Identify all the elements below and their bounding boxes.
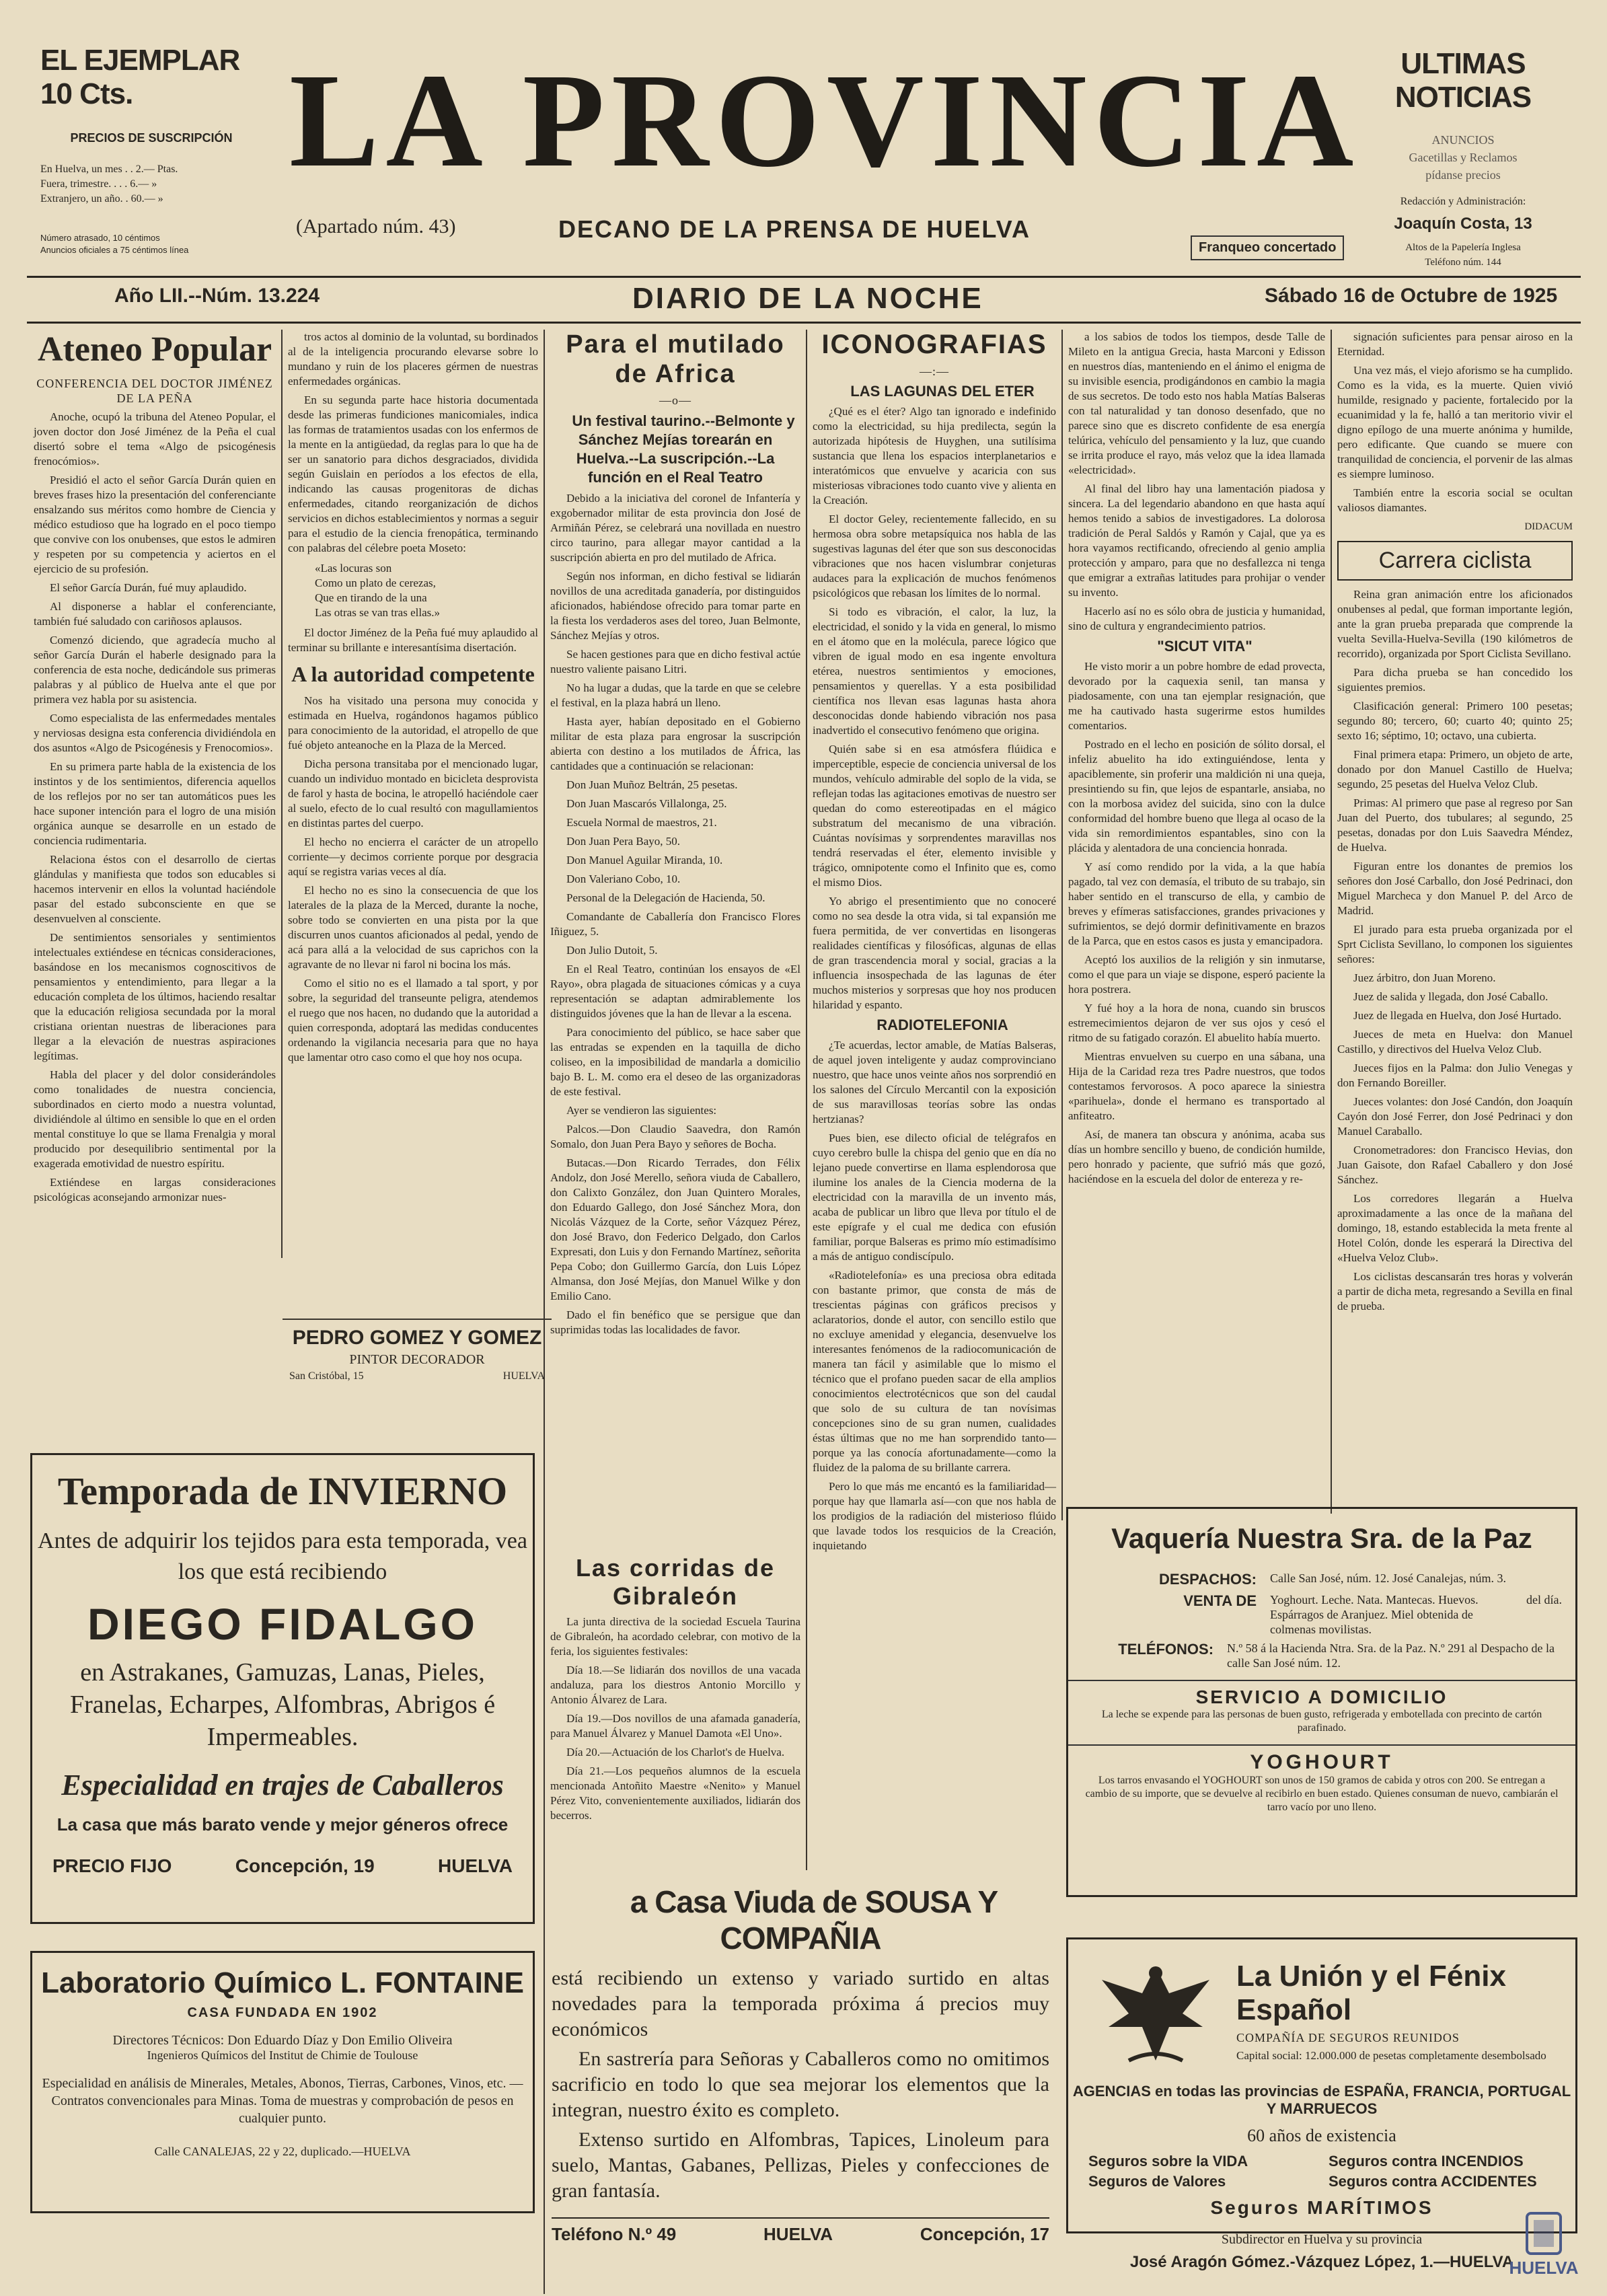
paragraph: Para dicha prueba se han concedido los siguientes premios.: [1337, 666, 1573, 694]
paragraph: El hecho no es sino la consecuencia de que los laterales de la plaza de la Merced, durante la noche, sobre todo se convierten en una pista por la que discurren unos cuantos aficionados al pedal, yendo de acá para allá a la velocidad de sus caprichos con la agravante de no llevar ni farol ni bocina los más.: [288, 884, 538, 971]
masthead-right: [1345, 47, 1581, 270]
issue-number: Año LII.--Núm. 13.224: [114, 285, 320, 307]
article-title: Para el mutilado de Africa: [566, 330, 785, 388]
ad-note: del día.: [1526, 1593, 1562, 1606]
issue-date: Sábado 16 de Octubre de 1925: [1265, 285, 1558, 307]
paragraph: Al disponerse a hablar el conferenciante, también fué saludado con cariñosos aplausos.: [34, 600, 276, 628]
address-note: Altos de la Papelería Inglesa: [1405, 242, 1521, 253]
ad-title: Laboratorio Químico L. FONTAINE: [41, 1966, 524, 1999]
paragraph: Don Juan Pera Bayo, 50.: [566, 835, 681, 848]
ad-city: HUELVA: [502, 1370, 545, 1382]
article-subtitle: Un festival taurino.--Belmonte y Sánchez Mejías torearán en Huelva.--La suscripción.--La función en el Real Teatro: [572, 412, 795, 486]
ad-text: Capital social: 12.000.000 de pesetas completamente desembolsado: [1236, 2049, 1546, 2062]
insurance-type: Seguros sobre la VIDA: [1088, 2153, 1248, 2170]
column-6: [1337, 330, 1573, 1514]
ad-label: DESPACHOS:: [1158, 1571, 1257, 1588]
paragraph: Según nos informan, en dicho festival se lidiarán novillos de una acreditada ganadería, por distinguidos aficionados, habiéndose ofrecido para tomar parte en la fiesta los verdaderos ases del toreo, Juan Belmonte, Sánchez Mejías y otros.: [550, 570, 800, 642]
tagline: DECANO DE LA PRENSA DE HUELVA: [558, 215, 1031, 243]
postage-badge: Franqueo concertado: [1191, 235, 1344, 260]
latest-news-label: ULTIMAS NOTICIAS: [1394, 47, 1532, 114]
ad-subtitle: YOGHOURT: [1068, 1744, 1575, 1774]
paragraph: Dicha persona transitaba por el mencionado lugar, cuando un individuo montado en bicicleta desprovista de farol y hasta de bocina, le atropelló haciéndole caer al suelo, efecto de lo cual resultó con magullamientos en distintas partes del cuerpo.: [288, 757, 538, 829]
ad-text: Subdirector en Huelva y su provincia: [1221, 2232, 1423, 2247]
ad-text: está recibiendo un extenso y variado surtido en altas novedades para la temporada próxima á precios muy económicos: [552, 1967, 1049, 2040]
ad-text: AGENCIAS en todas las provincias de ESPAÑA, FRANCIA, PORTUGAL Y MARRUECOS: [1072, 2083, 1571, 2117]
paragraph: El jurado para esta prueba organizada por el Sprt Ciclista Sevillano, lo componen los siguientes señores:: [1337, 923, 1573, 965]
column-rule: [806, 330, 807, 1870]
paragraph: Palcos.—Don Claudio Saavedra, don Ramón Somalo, don Juan Pera Bayo y señores de Bocha.: [550, 1123, 800, 1150]
ad-text: En sastrería para Señoras y Caballeros como no omitimos sacrificio en todo lo que sea mejorar los elementos que la integran, nuestro éxito es completo.: [552, 2048, 1049, 2121]
ad-text: Calle San José, núm. 12. José Canalejas, núm. 3.: [1270, 1571, 1506, 1585]
paragraph: Comandante de Caballería don Francisco Flores Iñiguez, 5.: [550, 910, 800, 938]
article-ateneo: [34, 330, 276, 1271]
paragraph: El hecho no encierra el carácter de un atropello corriente—y decimos corriente porque por desgracia aquí se registra varias veces al día.: [288, 836, 538, 878]
ad-phone: Teléfono N.º 49: [552, 2224, 677, 2244]
paragraph: Jueces volantes: don José Candón, don Joaquín Cayón don José Ferrer, don José Pedrinaci y don Manuel Caraballo.: [1337, 1095, 1573, 1138]
column-rule: [281, 330, 283, 1258]
ad-text: Extenso surtido en Alfombras, Tapices, Linoleum para suelo, Mantas, Gabanes, Pellizas, Pieles y confecciones de gran fantasía.: [552, 2128, 1049, 2202]
section-subtitle: RADIOTELEFONIA: [876, 1016, 1008, 1033]
paragraph: Así, de manera tan obscura y anónima, acaba sus días un hombre sencillo y bueno, de condición humilde, pero honrado y paciente, que sufrió más que gozó, haciéndose en la escuela del dolor de entereza y re-: [1068, 1128, 1325, 1185]
paragraph: Juez de llegada en Huelva, don José Hurtado.: [1353, 1009, 1562, 1022]
separator: —:—: [919, 365, 949, 378]
ad-footer: PRECIO FIJO: [52, 1855, 172, 1876]
paragraph: Y así como rendido por la vida, a la que había pagado, tal vez con demasía, el tributo de su trabajo, sin haber sentido en el transcurso de ella, y cambio de breves y efímeras satisfacciones, grandes privaciones y sufrimientos, se dejó dormir definitivamente en brazos de la Parca, que en estos casos es justa y emancipadora.: [1068, 860, 1325, 947]
subscription-prices-title: PRECIOS DE SUSCRIPCIÓN: [70, 131, 233, 145]
paragraph: Día 19.—Dos novillos de una afamada ganadería, para Manuel Álvarez y Manuel Damota «El Uno».: [550, 1712, 800, 1740]
paragraph: Don Juan Muñoz Beltrán, 25 pesetas.: [566, 778, 738, 791]
paragraph: Personal de la Delegación de Hacienda, 50.: [566, 891, 765, 904]
ad-text: Los tarros envasando el YOGHOURT son unos de 150 gramos de cabida y otros con 200. Se entregan a cambio de su importe, que se devuelve al recibirlo en buen estado. Quienes consuman de nuevo, cambiarán el tarro vacío por uno lleno.: [1085, 1775, 1559, 1813]
article-title: Carrera ciclista: [1337, 541, 1573, 581]
ad-union-fenix: [1066, 1937, 1577, 2271]
paragraph: Hacerlo así no es sólo obra de justicia y humanidad, sino de cultura y engrandecimiento patrios.: [1068, 605, 1325, 632]
paragraph: Jueces de meta en Huelva: don Manuel Castillo, y directivos del Huelva Veloz Club.: [1337, 1028, 1573, 1056]
paragraph: Para conocimiento del público, se hace saber que las entradas se expenden en la taquilla de dicho coliseo, en la imposibilidad de mandarla a domicilio bajo B. L. M. como era el deseo de las organizadoras de este festival.: [550, 1026, 800, 1098]
column-rule: [1061, 330, 1063, 1520]
price-line: En Huelva, un mes . . 2.— Ptas.: [40, 163, 178, 175]
ad-title: Temporada de INVIERNO: [57, 1469, 508, 1513]
paragraph: Quién sabe si en esa atmósfera flúidica e imperceptible, especie de conciencia universal de los mundos, vehículo admirable del soplo de la vida, se reflejan todas las agitaciones emotivas de nuestro ser quedan do como estereotipadas en el mágico substratum del mecanismo de una vibración. Cuántas novísimas y sorprendentes maravillas nos tendrá reservadas el éter, elemento invisible y trágico, omnipotente como el Infinito que es, como el mismo Dios.: [813, 743, 1056, 889]
paragraph: Mientras envuelven su cuerpo en una sábana, una Hija de la Caridad reza tres Padre nuestros, que todos contestamos fervorosos. A poco aparece la siniestra «parihuela», donde el hermano es transportado al anfiteatro.: [1068, 1050, 1325, 1122]
ad-slogan: La casa que más barato vende y mejor géneros ofrece: [57, 1814, 509, 1835]
paragraph: Una vez más, el viejo aforismo se ha cumplido. Como es la vida, es la muerte. Quien vivió humilde, resignado y paciente, fortalecido por la ecuanimidad y la fe, halló a tan meritorio vivir el digno epílogo de una muerte anónima y humilde, pero edificante. Que cuando se muere con tranquilidad de conciencia, el porvenir de las almas es siempre luminoso.: [1337, 364, 1573, 480]
paragraph: Clasificación general: Primero 100 pesetas; segundo 80; tercero, 60; cuarto 40; quinto 25; sexto 16; séptimo, 10; octavo, una cubierta.: [1337, 700, 1573, 742]
ad-title: La Unión y el Fénix Español: [1236, 1960, 1506, 2026]
ad-label: VENTA DE: [1183, 1592, 1257, 1609]
article-iconografias: [813, 330, 1056, 1863]
paragraph: Butacas.—Don Ricardo Terrades, don Félix Andolz, don José Merello, señora viuda de Caballero, don Calixto González, don Juan Quintero Morales, don Eduardo Gallego, don José Sánchez Mora, don Nicolás Vázquez de la Corte, señor Vázquez Pérez, don José Bravo, don Federico Delgado, don Carlos Expresati, don Luis y don Fernando Martínez, señorita Pepa Cobo; don Guillermo García, don Luis López Almansa, don José Mejías, don Manuel Wilke y don Emilio Cano.: [550, 1156, 800, 1302]
paragraph: También entre la escoria social se ocultan valiosos diamantes.: [1337, 486, 1573, 514]
editorial-label: Redacción y Administración:: [1400, 196, 1526, 207]
article-title: Las corridas de Gibraleón: [575, 1554, 776, 1610]
ad-text: N.º 58 á la Hacienda Ntra. Sra. de la Paz. N.º 291 al Despacho de la calle San José núm. 12.: [1227, 1641, 1555, 1670]
dateline-bar: [27, 276, 1581, 324]
paragraph: En el Real Teatro, continúan los ensayos de «El Rayo», obra plagada de situaciones cómicas y a cuya representación se adaptan admirablemente los distinguidos jóvenes que la han de llevar a la escena.: [550, 963, 800, 1020]
paragraph: Escuela Normal de maestros, 21.: [566, 816, 717, 829]
ad-temporada-invierno: [30, 1453, 535, 1924]
paragraph: Y fué hoy a la hora de nona, cuando sin bruscos estremecimientos dejaron de ver sus ojos y cesó el ritmo de su fatigado corazón. El abuelito había muerto.: [1068, 1002, 1325, 1044]
paragraph: tros actos al dominio de la voluntad, su bordinados al de la inteligencia procurando elevarse sobre lo mundano y ruin de los placeres gérmen de nuestras enfermedades orgánicas.: [288, 330, 538, 387]
article-subtitle: LAS LAGUNAS DEL ETER: [850, 383, 1035, 400]
paragraph: El doctor Jiménez de la Peña fué muy aplaudido al terminar su brillante e interesantísima disertación.: [288, 626, 538, 654]
newspaper-title: LA PROVINCIA: [289, 46, 1361, 195]
poem: «Las locuras son Como un plato de cerezas, Que en tirando de la una Las otras se van tras ellas.»: [315, 562, 440, 619]
ad-subtitle: COMPAÑÍA DE SEGUROS REUNIDOS: [1236, 2031, 1460, 2044]
paragraph: Juez árbitro, don Juan Moreno.: [1353, 971, 1496, 984]
ad-text: Seguros MARÍTIMOS: [1210, 2197, 1433, 2218]
paragraph: Don Julio Dutoit, 5.: [566, 944, 658, 957]
paragraph: «Radiotelefonía» es una preciosa obra editada con bastante primor, que consta de más de trescientas páginas con gráficos precisos y aclaratorios, donde el autor, con sencillo estilo que no excluye amenidad y elegancia, desenvuelve los interesantes fenómenos de la radiocomunicación de manera tan fácil y asimilable que lo mismo el técnico que el profano pueden sacar de ella amplios conocimientos electrotécnicos que son del caudal que solo de su cultura de tan novísimas concepciones sino de su gran numen, cualidades éstas últimas que no me han sorprendido tanto—porque ya las conocía afortunadamente—como la fluidez de la paloma de su brillante carrera.: [813, 1269, 1056, 1474]
paragraph: Reina gran animación entre los aficionados onubenses al pedal, que forman importante legión, ante la gran prueba preparada que comprende la vuelta Sevilla-Huelva-Sevilla (190 kilómetros de recorrido), organizada por Sport Ciclista Sevillano.: [1337, 588, 1573, 660]
paragraph: ¿Qué es el éter? Algo tan ignorado e indefinido como la electricidad, su hija predilecta, según la autorizada hipótesis de Huyghen, una sutilísima sustancia que llena los espacios interplanetarios e interatómicos que envuelve y acaricia con sus misteriosas vibraciones todo cuanto vive y alienta en la Creación.: [813, 405, 1056, 507]
article-title: Ateneo Popular: [37, 330, 272, 369]
official-ads-price: Anuncios oficiales a 75 céntimos línea: [40, 245, 189, 255]
ad-text: Ingenieros Químicos del Institut de Chimie de Toulouse: [147, 2048, 418, 2062]
ad-address: Concepción, 17: [920, 2224, 1049, 2244]
paragraph: Postrado en el lecho en posición de sólito dorsal, el infeliz abuelito ha ido extinguiéndose, lenta y apaciblemente, sin proferir una maldición ni una queja, presintiendo su fin, que lejos de espantarle, ansiaba, no con la morbosa avidez del suicida, sino con la dulce conformidad del hombre bueno que llega al ocaso de la vida sin remordimientos espantables, sino con la plácida y alentadora de una conciencia honrada.: [1068, 738, 1325, 854]
ad-footer: Concepción, 19: [235, 1855, 375, 1876]
ad-footer: HUELVA: [438, 1855, 513, 1876]
ad-title: a Casa Viuda de SOUSA Y COMPAÑIA: [630, 1884, 998, 1956]
ad-text: en Astrakanes, Gamuzas, Lanas, Pieles, Franelas, Echarpes, Alfombras, Abrigos é Impermeables.: [69, 1658, 496, 1751]
edition-label: DIARIO DE LA NOCHE: [632, 282, 983, 315]
ad-subtitle: PINTOR DECORADOR: [349, 1352, 485, 1367]
paragraph: Presidió el acto el señor García Durán quien en breves frases hizo la presentación del conferenciante ensalzando sus méritos como hombre de Ciencia y médico estudioso que ha logrado en el poco tiempo que convive con los onubenses, que estos le admiren y respeten por su competencia y aciertos en el ejercicio de su profesión.: [34, 474, 276, 575]
article-subtitle: CONFERENCIA DEL DOCTOR JIMÉNEZ DE LA PEÑA: [36, 377, 273, 405]
paragraph: De sentimientos sensoriales y sentimientos intelectuales extiéndese en técnicas consideraciones, basándose en los mecanismos cognoscitivos de pensamientos y entendimiento, para llegar a la educación completa de los últimos, haciendo resaltar que la educación religiosa secundada por la moral cristiana orientan nuestras de liberaciones para llegar a la elevación de nuestras aspiraciones legítimas.: [34, 931, 276, 1062]
paragraph: Hasta ayer, habían depositado en el Gobierno militar de esta plaza para engrosar la suscripción abierta con destino a los mutilados de África, las cantidades que a continuación se relacionan:: [550, 715, 800, 772]
ad-text: 60 años de existencia: [1247, 2126, 1396, 2145]
paragraph: Pues bien, ese dilecto oficial de telégrafos en cuyo cerebro bulle la chispa del genio que en día no lejano puede convertirse en llama esplendorosa que ilumine los anales de la Ciencia moderna de la electricidad con la maravilla de un invento más, acaba de publicar un libro que lleva por título el de este epígrafe y el cual me dedica con efusión familiar, porque Balseras es primo mío estimadísimo a más de antiguo condiscípulo.: [813, 1132, 1056, 1263]
paragraph: Juez de salida y llegada, don José Caballo.: [1353, 990, 1548, 1003]
paragraph: Si todo es vibración, el calor, la luz, la electricidad, el sonido y la vida en general, lo mismo en el átomo que en la molécula, parece lógico que vibren de igual modo en esa ingente envoltura etérea, nuestros sentimientos y emociones, pensamientos y querellas. Y a esta posibilidad científica nos llevan esas lagunas hasta ahora desconocidas donde habiendo vibración nos pasa inadvertido el consecutivo fenómeno que origina.: [813, 605, 1056, 737]
ad-title: PEDRO GOMEZ Y GOMEZ: [292, 1327, 542, 1349]
address: Joaquín Costa, 13: [1394, 215, 1532, 233]
paragraph: Jueces fijos en la Palma: don Julio Venegas y don Fernando Boreiller.: [1337, 1062, 1573, 1089]
po-box: (Apartado núm. 43): [296, 215, 456, 237]
column-5: [1068, 330, 1325, 1514]
paragraph: Final primera etapa: Primero, un objeto de arte, donado por don Manuel Castillo de Huelva; segundo, 25 pesetas del Huelva Veloz Club.: [1337, 748, 1573, 790]
paragraph: Cronometradores: don Francisco Hevias, don Juan Gaisote, don Rafael Caballero y don José Sánchez.: [1337, 1144, 1573, 1186]
paragraph: No ha lugar a dudas, que la tarde en que se celebre el festival, en la plaza habrá un lleno.: [550, 681, 800, 709]
paragraph: Extiéndese en largas consideraciones psicológicas aconsejando armonizar nues-: [34, 1176, 276, 1203]
paragraph: En su segunda parte hace historia documentada desde las primeras fundiciones manicomiales, indica las formas de tratamientos usadas con los enfermos de la mente en la antigüedad, da reglas para lo que ha de ser un sanatorio para dichos desgraciados, dividida según Guislain en períodos a los efectos de ella, indicando las causas progenitoras de dichas enfermedades, citando reorganización de dichos servicios en dichos establecimientos y normas a seguir para el estudio de la ciencia frenopática, terminando con palabras del célebre poeta Moseto:: [288, 394, 538, 554]
price-line: Fuera, trimestre. . . . 6.— »: [40, 178, 157, 190]
ad-pedro-gomez: [283, 1319, 552, 1382]
paragraph: Los ciclistas descansarán tres horas y volverán a partir de dicha meta, regresando a Sevilla en final de prueba.: [1337, 1270, 1573, 1312]
paragraph: Debido a la iniciativa del coronel de Infantería y exgobernador militar de esta provincia don José de Armiñán Pérez, se celebrará una novillada en nuestro circo taurino, para allegar mayor cantidad a la suscripción abierta en pro del mutilado de Africa.: [550, 492, 800, 564]
paragraph: Habla del placer y del dolor considerándoles como tonalidades de nuestra conciencia, subordinados en cierto modo a nuestra voluntad, dividiéndole al último en sensible lo que en el orden mental constituye lo que se llama Frenalgia y moral producido por desequilibrio sentimental por la exagerada emotividad de nuestro espíritu.: [34, 1068, 276, 1170]
stamp-label: HUELVA: [1509, 2258, 1579, 2278]
paragraph: Don Manuel Aguilar Miranda, 10.: [566, 854, 723, 866]
insurance-type: Seguros contra INCENDIOS: [1329, 2153, 1524, 2170]
paragraph: Relaciona éstos con el desarrollo de ciertas glándulas y manifiesta que todos son educables si hacemos intervenir en ellos la voluntad haciéndole pasar del estado subconsciente en que se desenvuelven al consciente.: [34, 853, 276, 925]
masthead-left: [40, 44, 262, 256]
paragraph: Se hacen gestiones para que en dicho festival actúe nuestro valiente paisano Litri.: [550, 648, 800, 675]
paragraph: Yo abrigo el presentimiento que no conoceré como no sea desde la otra vida, si tal expansión me fuera permitida, de ver convertidas en lisongeras realidades científicas y filosóficas, algunas de ellas de gran trascendencia moral y social, gracias a la influencia insospechada de las lagunas de éter muchos misterios y sorpresas que hoy nos producen hilaridad y espanto.: [813, 895, 1056, 1011]
article-mutilado: [550, 330, 800, 1541]
paragraph: He visto morir a un pobre hombre de edad provecta, devorado por la caquexia senil, tan mansa y piadosamente, con una tan ejemplar resignación, que me ha cautivado hasta sugerirme estos humildes comentarios.: [1068, 660, 1325, 732]
price-line: Extranjero, un año. . 60.— »: [40, 193, 163, 205]
paragraph: Como especialista de las enfermedades mentales y nerviosas designa esta conferencia dividiéndola en dos asuntos «Algo de Psicogénesis y Frenocomios».: [34, 712, 276, 754]
ads-label: Gacetillas y Reclamos: [1409, 151, 1518, 164]
ad-city: HUELVA: [763, 2224, 833, 2244]
ad-label: TELÉFONOS:: [1118, 1641, 1214, 1658]
signature: DIDACUM: [1524, 521, 1573, 532]
archive-stamp-icon: [1500, 2210, 1587, 2284]
ads-label: pídanse precios: [1425, 168, 1501, 182]
paragraph: Dado el fin benéfico que se persigue que dan suprimidas todas las localidades de favor.: [550, 1308, 800, 1336]
column-2: [288, 330, 538, 1305]
paragraph: Aceptó los auxilios de la religión y sin inmutarse, como el que para un viaje se dispone, esperó paciente la hora postrera.: [1068, 953, 1325, 996]
ad-text: Directores Técnicos: Don Eduardo Díaz y Don Emilio Oliveira: [112, 2033, 453, 2048]
back-issue-price: Número atrasado, 10 céntimos: [40, 233, 160, 243]
ad-address: San Cristóbal, 15: [289, 1370, 364, 1382]
ad-brand: DIEGO FIDALGO: [87, 1599, 478, 1649]
paragraph: ¿Te acuerdas, lector amable, de Matías Balseras, de aquel joven inteligente y audaz comprovinciano nuestro, que hace unos veinte años nos sorprendió en los salones del Círculo Mercantil con la exposición de sus maravillosas teorías sobre las ondas hertzianas?: [813, 1039, 1056, 1125]
paragraph: Como el sitio no es el llamado a tal sport, y por sobre, la seguridad del transeunte peligra, atendemos el ruego que nos hacen, no dudando que la autoridad a quien corresponda, adoptará las medidas conducentes ordenando la vigilancia necesaria para que no haya que lamentar otro caso como el que hoy nos ocupa.: [288, 977, 538, 1064]
paragraph: signación suficientes para pensar airoso en la Eternidad.: [1337, 330, 1573, 358]
paragraph: Don Juan Mascarós Villalonga, 25.: [566, 797, 727, 810]
paragraph: a los sabios de todos los tiempos, desde Talle de Mileto en la antigua Grecia, hasta Marconi y Edisson en nuestros días, manteniendo en el ánimo el enigma de su invisible esencia, prodigándonos en cambio la magia de sus secretos. De todo esto nos habla Matías Balseras con tal naturalidad y tan donoso desenfado, que no parece sino que es discreto confidente de esa energía telúrica, vehículo del pensamiento y la luz, que cuando se irrita produce el rayo, más veloz que la idea llamada «electricidad».: [1068, 330, 1325, 476]
ad-text: La leche se expende para las personas de buen gusto, refrigerada y embotellada con precinto de cartón parafinado.: [1101, 1709, 1542, 1734]
article-title: A la autoridad competente: [291, 662, 535, 686]
paragraph: Primas: Al primero que pase al regreso por San Juan del Puerto, dos tubulares; al segundo, 25 pesetas, donadas por don Luis Saavedra Méndez, de Huelva.: [1337, 797, 1573, 854]
ad-subtitle: CASA FUNDADA EN 1902: [187, 2005, 378, 2020]
phoenix-icon: [1088, 1953, 1223, 2074]
ad-sousa: [552, 1884, 1049, 2245]
ad-subtitle: SERVICIO A DOMICILIO: [1068, 1680, 1575, 1708]
paragraph: Día 21.—Los pequeños alumnos de la escuela mencionada Antoñito Maestre «Nenito» y Manuel Pérez Vito, convenientemente auxiliados, lidiarán dos becerros.: [550, 1765, 800, 1822]
ad-text: Antes de adquirir los tejidos para esta temporada, vea los que está recibiendo: [38, 1528, 527, 1584]
paragraph: El señor García Durán, fué muy aplaudido.: [50, 581, 247, 594]
paragraph: Ayer se vendieron las siguientes:: [566, 1104, 717, 1117]
column-rule: [1331, 330, 1332, 1514]
ad-text: Yoghourt. Leche. Nata. Mantecas. Huevos. Espárragos de Aranjuez. Miel obtenida de colmenas movilistas.: [1270, 1593, 1479, 1636]
masthead: [27, 20, 1581, 276]
paragraph: La junta directiva de la sociedad Escuela Taurina de Gibraleón, ha acordado celebrar, con motivo de la feria, los siguientes festivales:: [550, 1615, 800, 1658]
paragraph: Figuran entre los donantes de premios los señores don José Carballo, don José Pedrinaci, don Miguel Marcheca y don Manuel P. del Arco de Madrid.: [1337, 860, 1573, 917]
paragraph: Día 18.—Se lidiarán dos novillos de una vacada andaluza, para los diestros Antonio Morcillo y Antonio Álvarez de Lara.: [550, 1664, 800, 1706]
column-rule: [544, 330, 545, 2294]
article-title: ICONOGRAFIAS: [821, 330, 1047, 359]
paragraph: El doctor Geley, recientemente fallecido, en su hermosa obra sobre metapsíquica nos habla de las sugestivas lagunas del éter que son sus desconocidas vibraciones que nos hacen vislumbrar conjeturas audaces para la explicación de muchos fenómenos psicológicos que rebasan los límites de lo normal.: [813, 513, 1056, 599]
paragraph: En su primera parte habla de la existencia de los instintos y de los sentimientos, diferencia aquellos de los reflejos por no ser tan automáticos pues les hace suponer intención para el logro de una misión orgánica aunque se desarrolle en un estado de conciencia rudimentaria.: [34, 760, 276, 847]
paragraph: Nos ha visitado una persona muy conocida y estimada en Huelva, rogándonos hagamos público para conocimiento de la autoridad, el atropello de que fué objeto anteanoche en la Plaza de la Merced.: [288, 694, 538, 751]
ad-laboratorio: [30, 1951, 535, 2213]
paragraph: Día 20.—Actuación de los Charlot's de Huelva.: [566, 1746, 785, 1758]
ad-specialty: Especialidad en trajes de Caballeros: [61, 1769, 504, 1802]
section-subtitle: "SICUT VITA": [1157, 638, 1253, 655]
price-per-copy: EL EJEMPLAR 10 Cts.: [40, 44, 240, 110]
separator: —o—: [659, 394, 692, 407]
ad-title: Vaquería Nuestra Sra. de la Paz: [1111, 1522, 1532, 1554]
ads-label: ANUNCIOS: [1431, 133, 1495, 147]
ad-address: Calle CANALEJAS, 22 y 22, duplicado.—HUELVA: [154, 2145, 411, 2158]
ad-text: Especialidad en análisis de Minerales, Metales, Abonos, Tierras, Carbones, Vinos, etc. — Contratos convencionales para Minas. Toma de muestras y comprobación de pesos en cualquier punto.: [42, 2076, 523, 2126]
insurance-type: Seguros contra ACCIDENTES: [1329, 2173, 1537, 2190]
article-gibraleon: [550, 1554, 800, 1870]
paragraph: Anoche, ocupó la tribuna del Ateneo Popular, el joven doctor don José Jiménez de la Peña el cual disertó sobre el tema «Algo de psicogénesis frenocómios».: [34, 410, 276, 468]
ad-address: José Aragón Gómez.-Vázquez López, 1.—HUELVA: [1129, 2253, 1514, 2271]
paragraph: Los corredores llegarán a Huelva aproximadamente a las once de la mañana del domingo, 18, estando establecida la meta frente al Hotel Colón, donde les esperará la Directiva del «Huelva Veloz Club».: [1337, 1192, 1573, 1264]
ad-vaqueria: [1066, 1507, 1577, 1897]
paragraph: Pero lo que más me encantó es la familiaridad—porque hay que llamarla así—con que nos habla de los prodigios de la radiación del misterioso flúido que lavade todos los resquicios de la Creación, inquietando: [813, 1480, 1056, 1552]
insurance-type: Seguros de Valores: [1088, 2173, 1226, 2190]
paragraph: Al final del libro hay una lamentación piadosa y sincera. La del legendario abandono en que hasta aquí hemos tenido a sabios de investigadores. La dolorosa tradición de Peral Saldós y Ramón y Cajal, que ya es hora vayamos rectificando, ofreciendo al genio amplia protección y amparo, para que no desfallezca ni tenga que emigrar a extrañas latitudes para prohijar o vender su invento.: [1068, 482, 1325, 599]
paragraph: Don Valeriano Cobo, 10.: [566, 873, 681, 885]
paragraph: Comenzó diciendo, que agradecía mucho al señor García Durán el haberle designado para la conferencia de esta noche, dedicándole sus primeras palabras y al público de Huelva ante el que por primera vez habla por su asistencia.: [34, 634, 276, 706]
phone: Teléfono núm. 144: [1425, 257, 1501, 268]
